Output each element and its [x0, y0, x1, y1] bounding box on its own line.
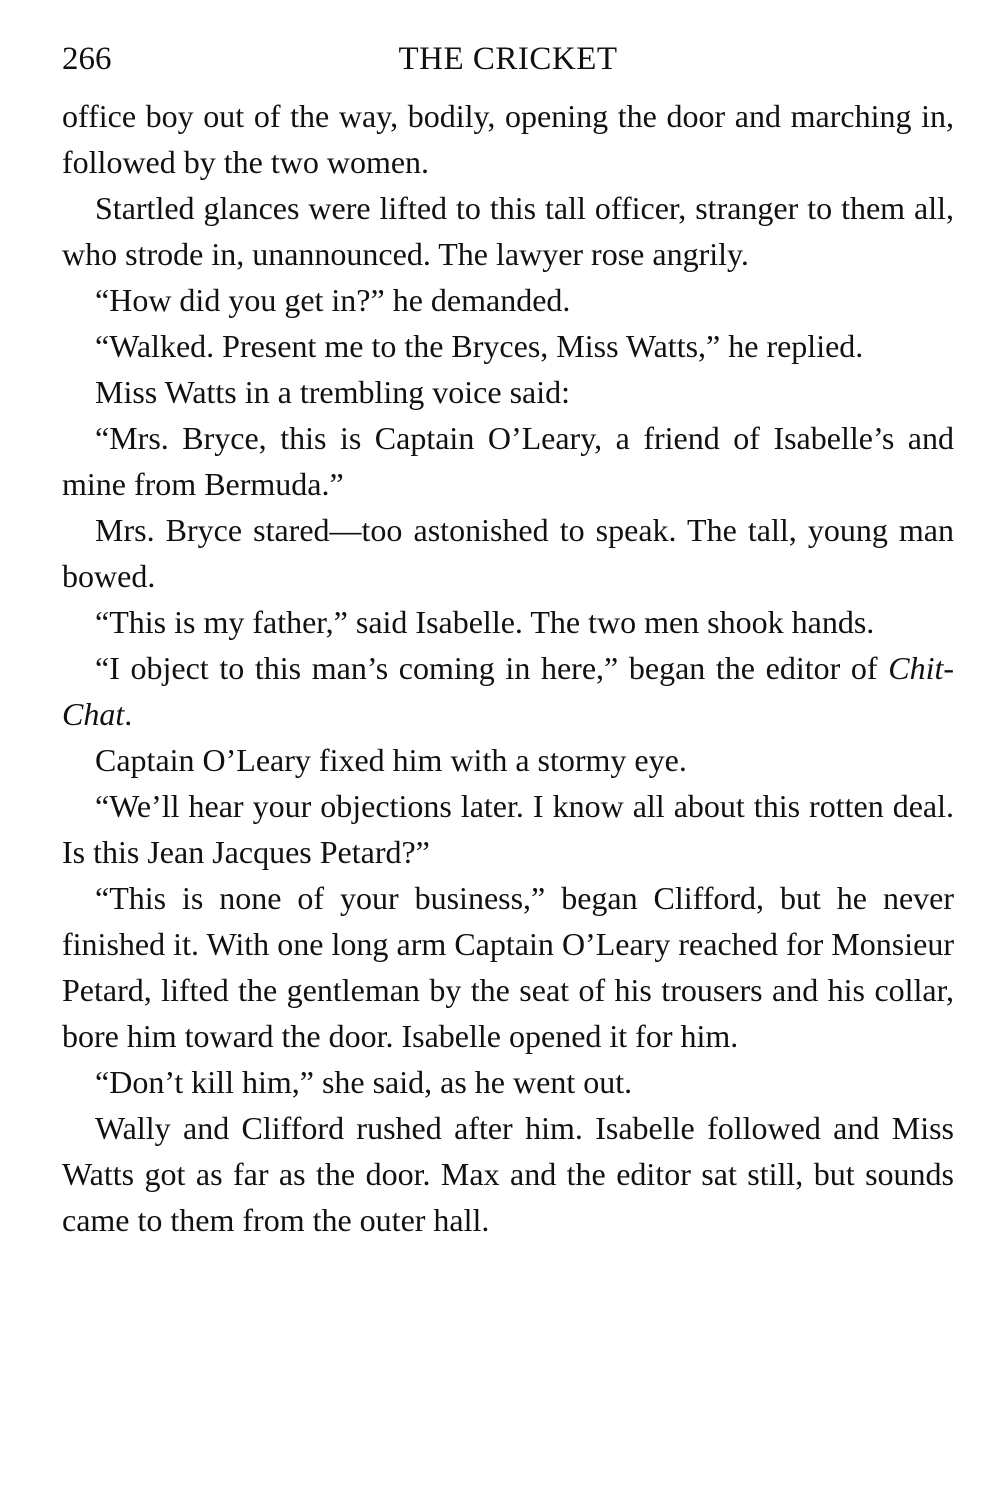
- paragraph: [62, 645, 954, 737]
- paragraph: Captain O’Leary fixed him with a stormy eye.: [95, 742, 687, 778]
- magazine-title: Chit-Chat: [62, 650, 954, 732]
- paragraph: “Mrs. Bryce, this is Captain O’Leary, a friend of Isabelle’s and mine from Bermuda.”: [62, 420, 954, 502]
- paragraph: “Walked. Present me to the Bryces, Miss Watts,” he replied.: [95, 328, 864, 364]
- paragraph: Mrs. Bryce stared—too astonished to speak. The tall, young man bowed.: [62, 512, 954, 594]
- paragraph: Wally and Clifford rushed after him. Isabelle followed and Miss Watts got as far as the door. Max and the editor sat still, but sounds came to them from the outer hall.: [62, 1110, 954, 1238]
- paragraph: Miss Watts in a trembling voice said:: [95, 374, 570, 410]
- body-text: [62, 93, 954, 1243]
- book-page: [62, 38, 954, 1243]
- paragraph: office boy out of the way, bodily, opening the door and marching in, followed by the two women.: [62, 98, 954, 180]
- paragraph-text-end: .: [124, 696, 133, 732]
- running-head: [62, 38, 954, 80]
- running-title: THE CRICKET: [398, 41, 618, 77]
- paragraph: “This is my father,” said Isabelle. The two men shook hands.: [95, 604, 875, 640]
- page-number: 266: [62, 41, 112, 77]
- paragraph: “How did you get in?” he demanded.: [95, 282, 571, 318]
- paragraph: “We’ll hear your objections later. I know all about this rotten deal. Is this Jean Jacques Petard?”: [62, 788, 954, 870]
- paragraph: Startled glances were lifted to this tall officer, stranger to them all, who strode in, unannounced. The lawyer rose angrily.: [62, 190, 954, 272]
- paragraph: “This is none of your business,” began Clifford, but he never finished it. With one long arm Captain O’Leary reached for Monsieur Petard, lifted the gentleman by the seat of his trousers and his collar, bore him toward the door. Isabelle opened it for him.: [62, 880, 954, 1054]
- paragraph: “Don’t kill him,” she said, as he went out.: [95, 1064, 633, 1100]
- paragraph-text: “I object to this man’s coming in here,” began the editor of: [95, 650, 889, 686]
